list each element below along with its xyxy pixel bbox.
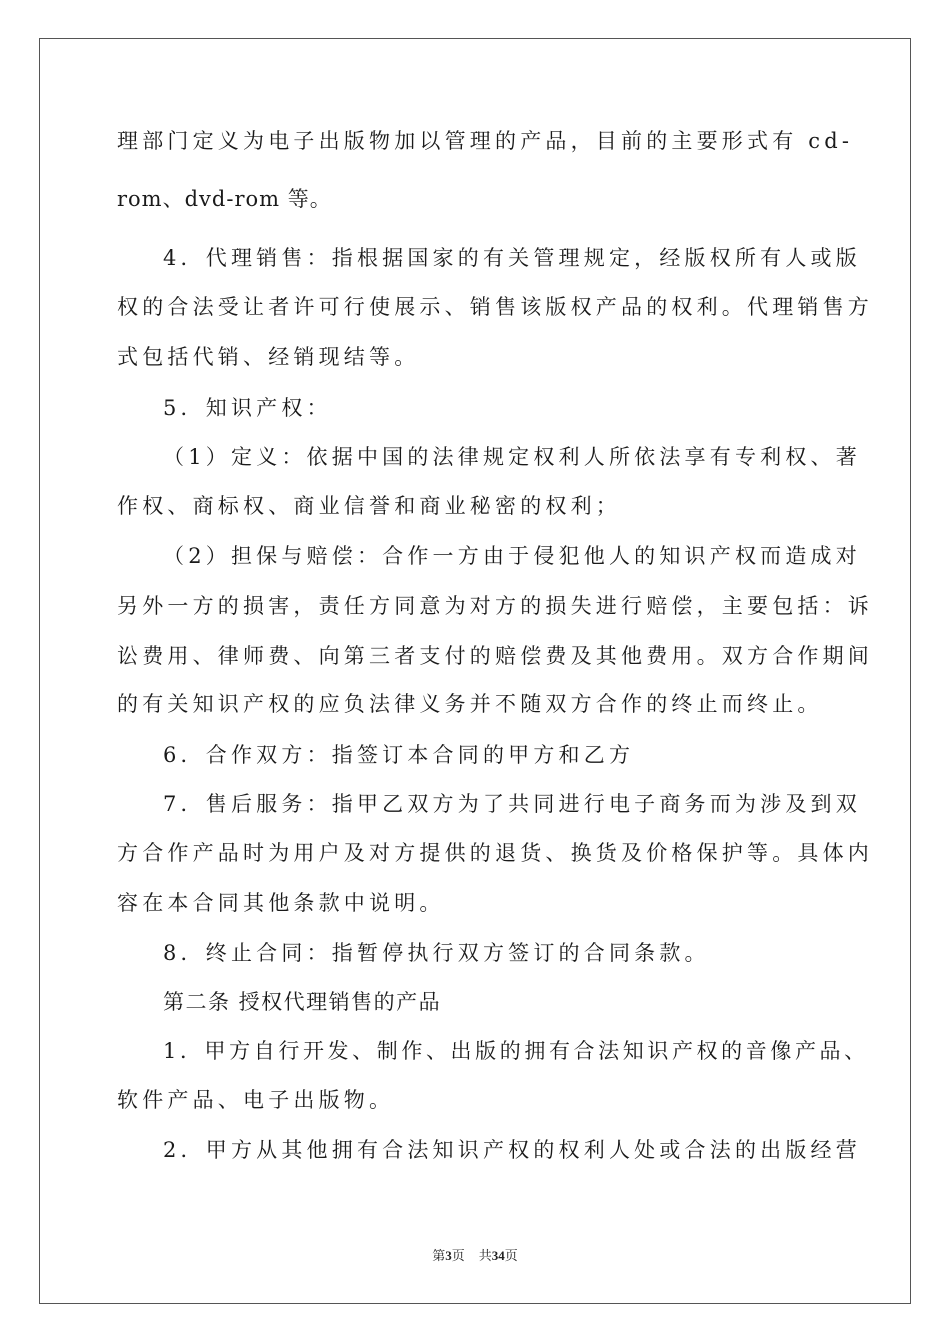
text-line: 另外一方的损害，责任方同意为对方的损失进行赔偿，主要包括：诉 <box>117 594 873 618</box>
text-line: （1）定义：依据中国的法律规定权利人所依法享有专利权、著 <box>163 445 861 469</box>
section-heading: 第二条 授权代理销售的产品 <box>163 990 442 1014</box>
page-suffix: 页 <box>451 1248 465 1263</box>
text-line: 作权、商标权、商业信誉和商业秘密的权利； <box>117 494 621 518</box>
text-line: 8．终止合同：指暂停执行双方签订的合同条款。 <box>163 941 710 965</box>
text-line: 的有关知识产权的应负法律义务并不随双方合作的终止而终止。 <box>117 692 823 716</box>
text-line: 容在本合同其他条款中说明。 <box>117 891 445 915</box>
page-footer <box>0 1247 950 1265</box>
text-line: 权的合法受让者许可行使展示、销售该版权产品的权利。代理销售方 <box>117 295 873 319</box>
current-page-number: 3 <box>445 1248 452 1263</box>
text-line: 方合作产品时为用户及对方提供的退货、换货及价格保护等。具体内 <box>117 841 873 865</box>
text-line: rom、dvd-rom 等。 <box>117 187 332 211</box>
text-line: 4．代理销售：指根据国家的有关管理规定，经版权所有人或版 <box>163 246 861 270</box>
text-line: 讼费用、律师费、向第三者支付的赔偿费及其他费用。双方合作期间 <box>117 644 873 668</box>
text-line: 理部门定义为电子出版物加以管理的产品，目前的主要形式有 cd- <box>117 129 854 153</box>
text-line: （2）担保与赔偿：合作一方由于侵犯他人的知识产权而造成对 <box>163 544 861 568</box>
text-line: 1．甲方自行开发、制作、出版的拥有合法知识产权的音像产品、 <box>163 1039 869 1063</box>
text-line: 式包括代销、经销现结等。 <box>117 345 420 369</box>
text-line: 2．甲方从其他拥有合法知识产权的权利人处或合法的出版经营 <box>163 1138 861 1162</box>
text-line: 6．合作双方：指签订本合同的甲方和乙方 <box>163 743 635 767</box>
total-page-count: 34 <box>491 1248 505 1263</box>
total-prefix: 共 <box>478 1248 492 1263</box>
total-suffix: 页 <box>504 1248 518 1263</box>
text-line: 7．售后服务：指甲乙双方为了共同进行电子商务而为涉及到双 <box>163 792 861 816</box>
page-prefix: 第 <box>432 1248 446 1263</box>
text-line: 5．知识产权： <box>163 396 332 420</box>
text-line: 软件产品、电子出版物。 <box>117 1088 395 1112</box>
